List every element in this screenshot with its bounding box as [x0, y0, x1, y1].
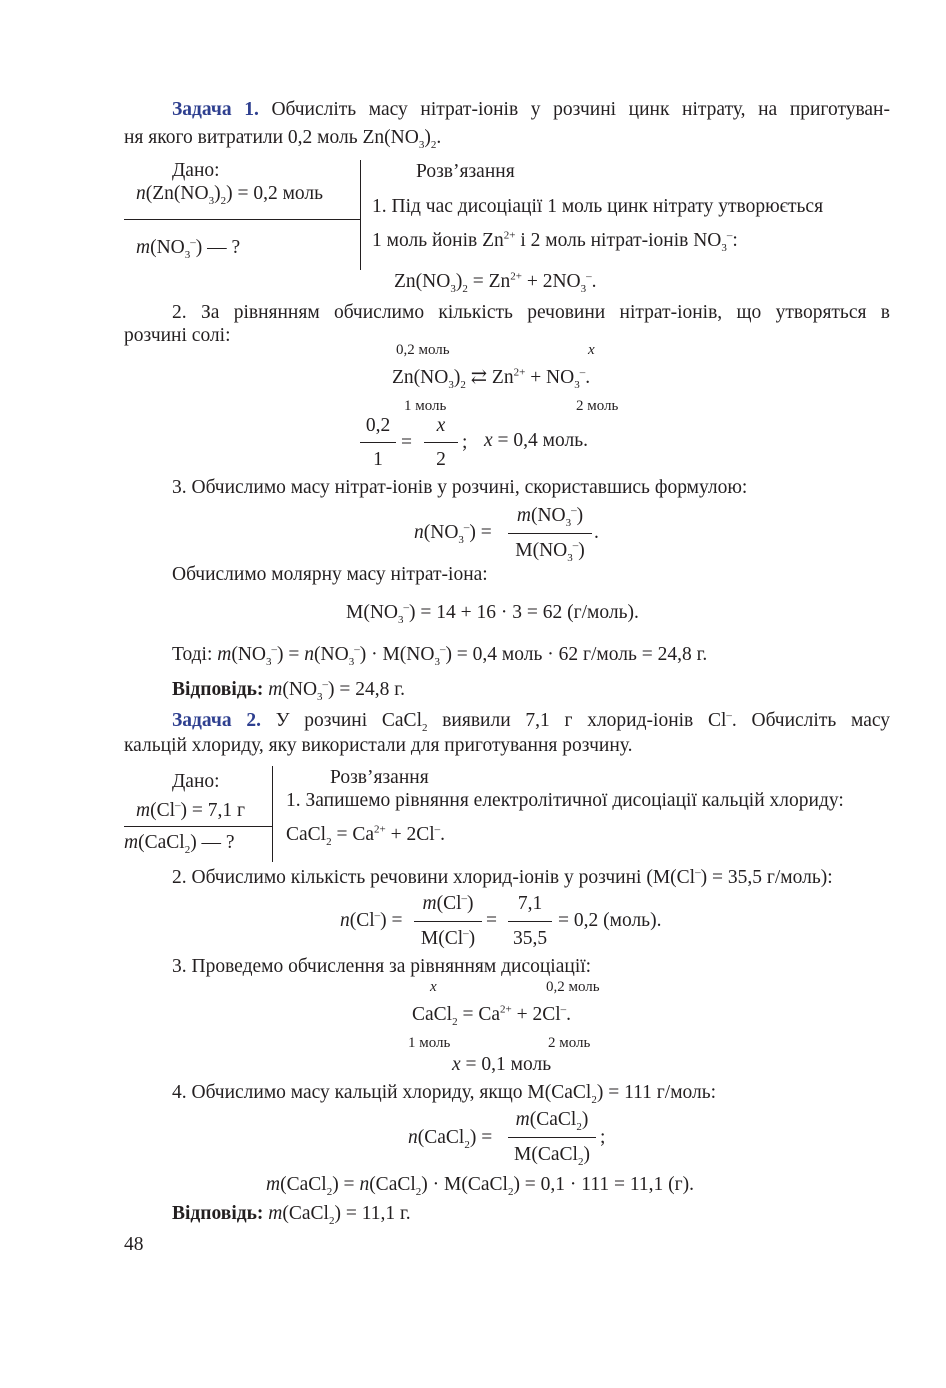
task1-formula-bar	[508, 533, 592, 534]
task2-eq3-top-right: 0,2 моль	[546, 979, 600, 995]
task1-formula-n: $n(NO_3^-)$ =	[414, 521, 492, 546]
task1-step3: 3. Обчислимо масу нітрат-іонів у розчині, скориставшись формулою:	[172, 477, 748, 498]
task2-step1: 1. Запишемо рівняння електролітичної дисоціації кальцій хлориду:	[286, 790, 844, 811]
task2-step4: 4. Обчислимо масу кальцій хлориду, якщо M(CaCl$_2$) = 111 г/моль:	[172, 1082, 717, 1106]
task2-given-separator	[272, 766, 273, 862]
task1-eq2-bottom-left: 1 моль	[404, 398, 447, 414]
task2-formula-result: = 0,2 (моль).	[558, 910, 662, 931]
task2-statement-line1: Задача 2. У розчині CaCl$_2$ виявили 7,1 г хлорид-іонів Cl–. Обчисліть масу	[172, 709, 890, 734]
task2-heading: Задача 2.	[172, 710, 261, 731]
task2-formula2-n: n(CaCl$_2$) =	[408, 1127, 493, 1151]
task2-step2: 2. Обчислимо кількість речовини хлорид-іонів у розчині (M(Cl–) = 35,5 г/моль):	[172, 866, 833, 888]
task2-formula-bar2	[508, 921, 552, 922]
task1-eq2-top-left: 0,2 моль	[396, 342, 450, 358]
task2-formula2-bar	[508, 1137, 596, 1138]
task1-proportion-semicolon: ;	[462, 432, 468, 453]
task2-formula-num2: 7,1	[517, 893, 543, 914]
task1-given-label: Дано:	[172, 160, 220, 181]
task1-equation-equilibrium: $Zn(NO_3)_2$ ⇄ $Zn^{2+} + NO_3^-$.	[392, 366, 591, 391]
task2-formula-numerator: m(Cl–)	[422, 892, 474, 914]
task2-step3: 3. Проведемо обчислення за рівнянням дисоціації:	[172, 956, 592, 977]
task2-statement-line2: кальцій хлориду, яку використали для приготування розчину.	[124, 735, 633, 756]
task2-formula-equals: =	[486, 910, 497, 931]
task2-answer: Відповідь: m(CaCl$_2$) = 11,1 г.	[172, 1203, 411, 1227]
task2-formula2-numerator: m(CaCl$_2$)	[515, 1109, 589, 1133]
task2-given-value: m(Cl–) = 7,1 г	[136, 799, 246, 821]
task2-equation-dissociation: CaCl$_2$ = $Ca^{2+} + 2Cl^-$.	[286, 823, 446, 848]
task1-proportion-bar1	[360, 442, 396, 443]
task1-eq2-bottom-right: 2 моль	[576, 398, 619, 414]
task1-answer: Відповідь: $m(NO_3^-) = 24,8$ г.	[172, 678, 405, 703]
task1-formula-numerator: $m(NO_3^-)$	[516, 504, 584, 529]
task2-final-calc: m(CaCl$_2$) = n(CaCl$_2$) · M(CaCl$_2$) = 0,1 · 111 = 11,1 (г).	[266, 1174, 694, 1198]
task1-given-value: $n(Zn(NO_3)_2) = 0,2$ моль	[136, 183, 324, 207]
task2-formula-denominator: M(Cl–)	[420, 927, 476, 949]
task1-statement-line2: ня якого витратили 0,2 моль $Zn(NO_3)_2$.	[124, 127, 442, 151]
task1-proportion-num1: 0,2	[365, 415, 391, 436]
task1-given-separator	[360, 160, 361, 270]
task1-solution-label: Розв’язання	[416, 161, 515, 182]
task1-proportion-bar2	[424, 442, 458, 443]
task2-eq3-bottom-left: 1 моль	[408, 1035, 451, 1051]
task2-formula-bar	[414, 921, 482, 922]
task2-formula2-end: ;	[600, 1127, 606, 1148]
task1-equation-dissociation: $Zn(NO_3)_2 = Zn^{2+} + 2NO_3^-$.	[394, 270, 597, 295]
task1-step2-line1: 2. За рівнянням обчислимо кількість речовини нітрат-іонів, що утворяться в	[172, 302, 890, 323]
task2-equation-stoichiometry: CaCl$_2$ = $Ca^{2+} + 2Cl^-$.	[412, 1003, 572, 1028]
task2-formula-den2: 35,5	[512, 928, 548, 949]
task2-given-label: Дано:	[172, 771, 220, 792]
task1-proportion-den2: 2	[436, 449, 446, 470]
task1-heading: Задача 1.	[172, 99, 259, 120]
task1-formula-denominator: $M(NO_3^-)$	[515, 539, 585, 564]
task1-step1-line2: 1 моль йонів $Zn^{2+}$ і 2 моль нітрат-іонів $NO_3^-$:	[372, 229, 738, 254]
task1-given-divider	[124, 219, 360, 220]
task2-eq3-result: x = 0,1 моль	[452, 1054, 552, 1075]
task2-given-divider	[124, 826, 272, 827]
task1-molar-text: Обчислимо молярну масу нітрат-іона:	[172, 564, 488, 585]
task1-molar-calc: $M(NO_3^-) = 14 + 16 \cdot 3 = 62$ (г/моль).	[346, 601, 639, 626]
task1-eq2-top-right: x	[588, 342, 595, 358]
task1-step1-line1: 1. Під час дисоціації 1 моль цинк нітрату утворюється	[372, 196, 824, 217]
task2-eq3-bottom-right: 2 моль	[548, 1035, 591, 1051]
task2-eq3-top-left: x	[430, 979, 437, 995]
task1-proportion-result: x = 0,4 моль.	[484, 430, 588, 451]
task2-formula2-denominator: M(CaCl$_2$)	[514, 1144, 590, 1168]
page-number: 48	[124, 1234, 144, 1255]
task1-then-calc: Тоді: $m(NO_3^-) = n(NO_3^-) \cdot M(NO_3^-) = 0,4$ моль · 62 г/моль = 24,8 г.	[172, 643, 708, 668]
task1-find-value: $m(NO_3^-)$ — ?	[136, 236, 241, 261]
task1-proportion-den1: 1	[373, 449, 383, 470]
task2-find-value: m(CaCl$_2$) — ?	[124, 832, 235, 856]
task2-solution-label: Розв’язання	[330, 767, 429, 788]
task1-proportion-num2: x	[436, 415, 446, 436]
task1-formula-end: .	[594, 522, 599, 543]
task1-statement-line1: Задача 1. Обчисліть масу нітрат-іонів у розчині цинк нітрату, на приготуван-	[172, 99, 890, 120]
task1-step2-line2: розчині солі:	[124, 325, 231, 346]
task1-proportion-equals: =	[401, 432, 412, 453]
task2-formula-n: n(Cl–) =	[340, 909, 403, 931]
